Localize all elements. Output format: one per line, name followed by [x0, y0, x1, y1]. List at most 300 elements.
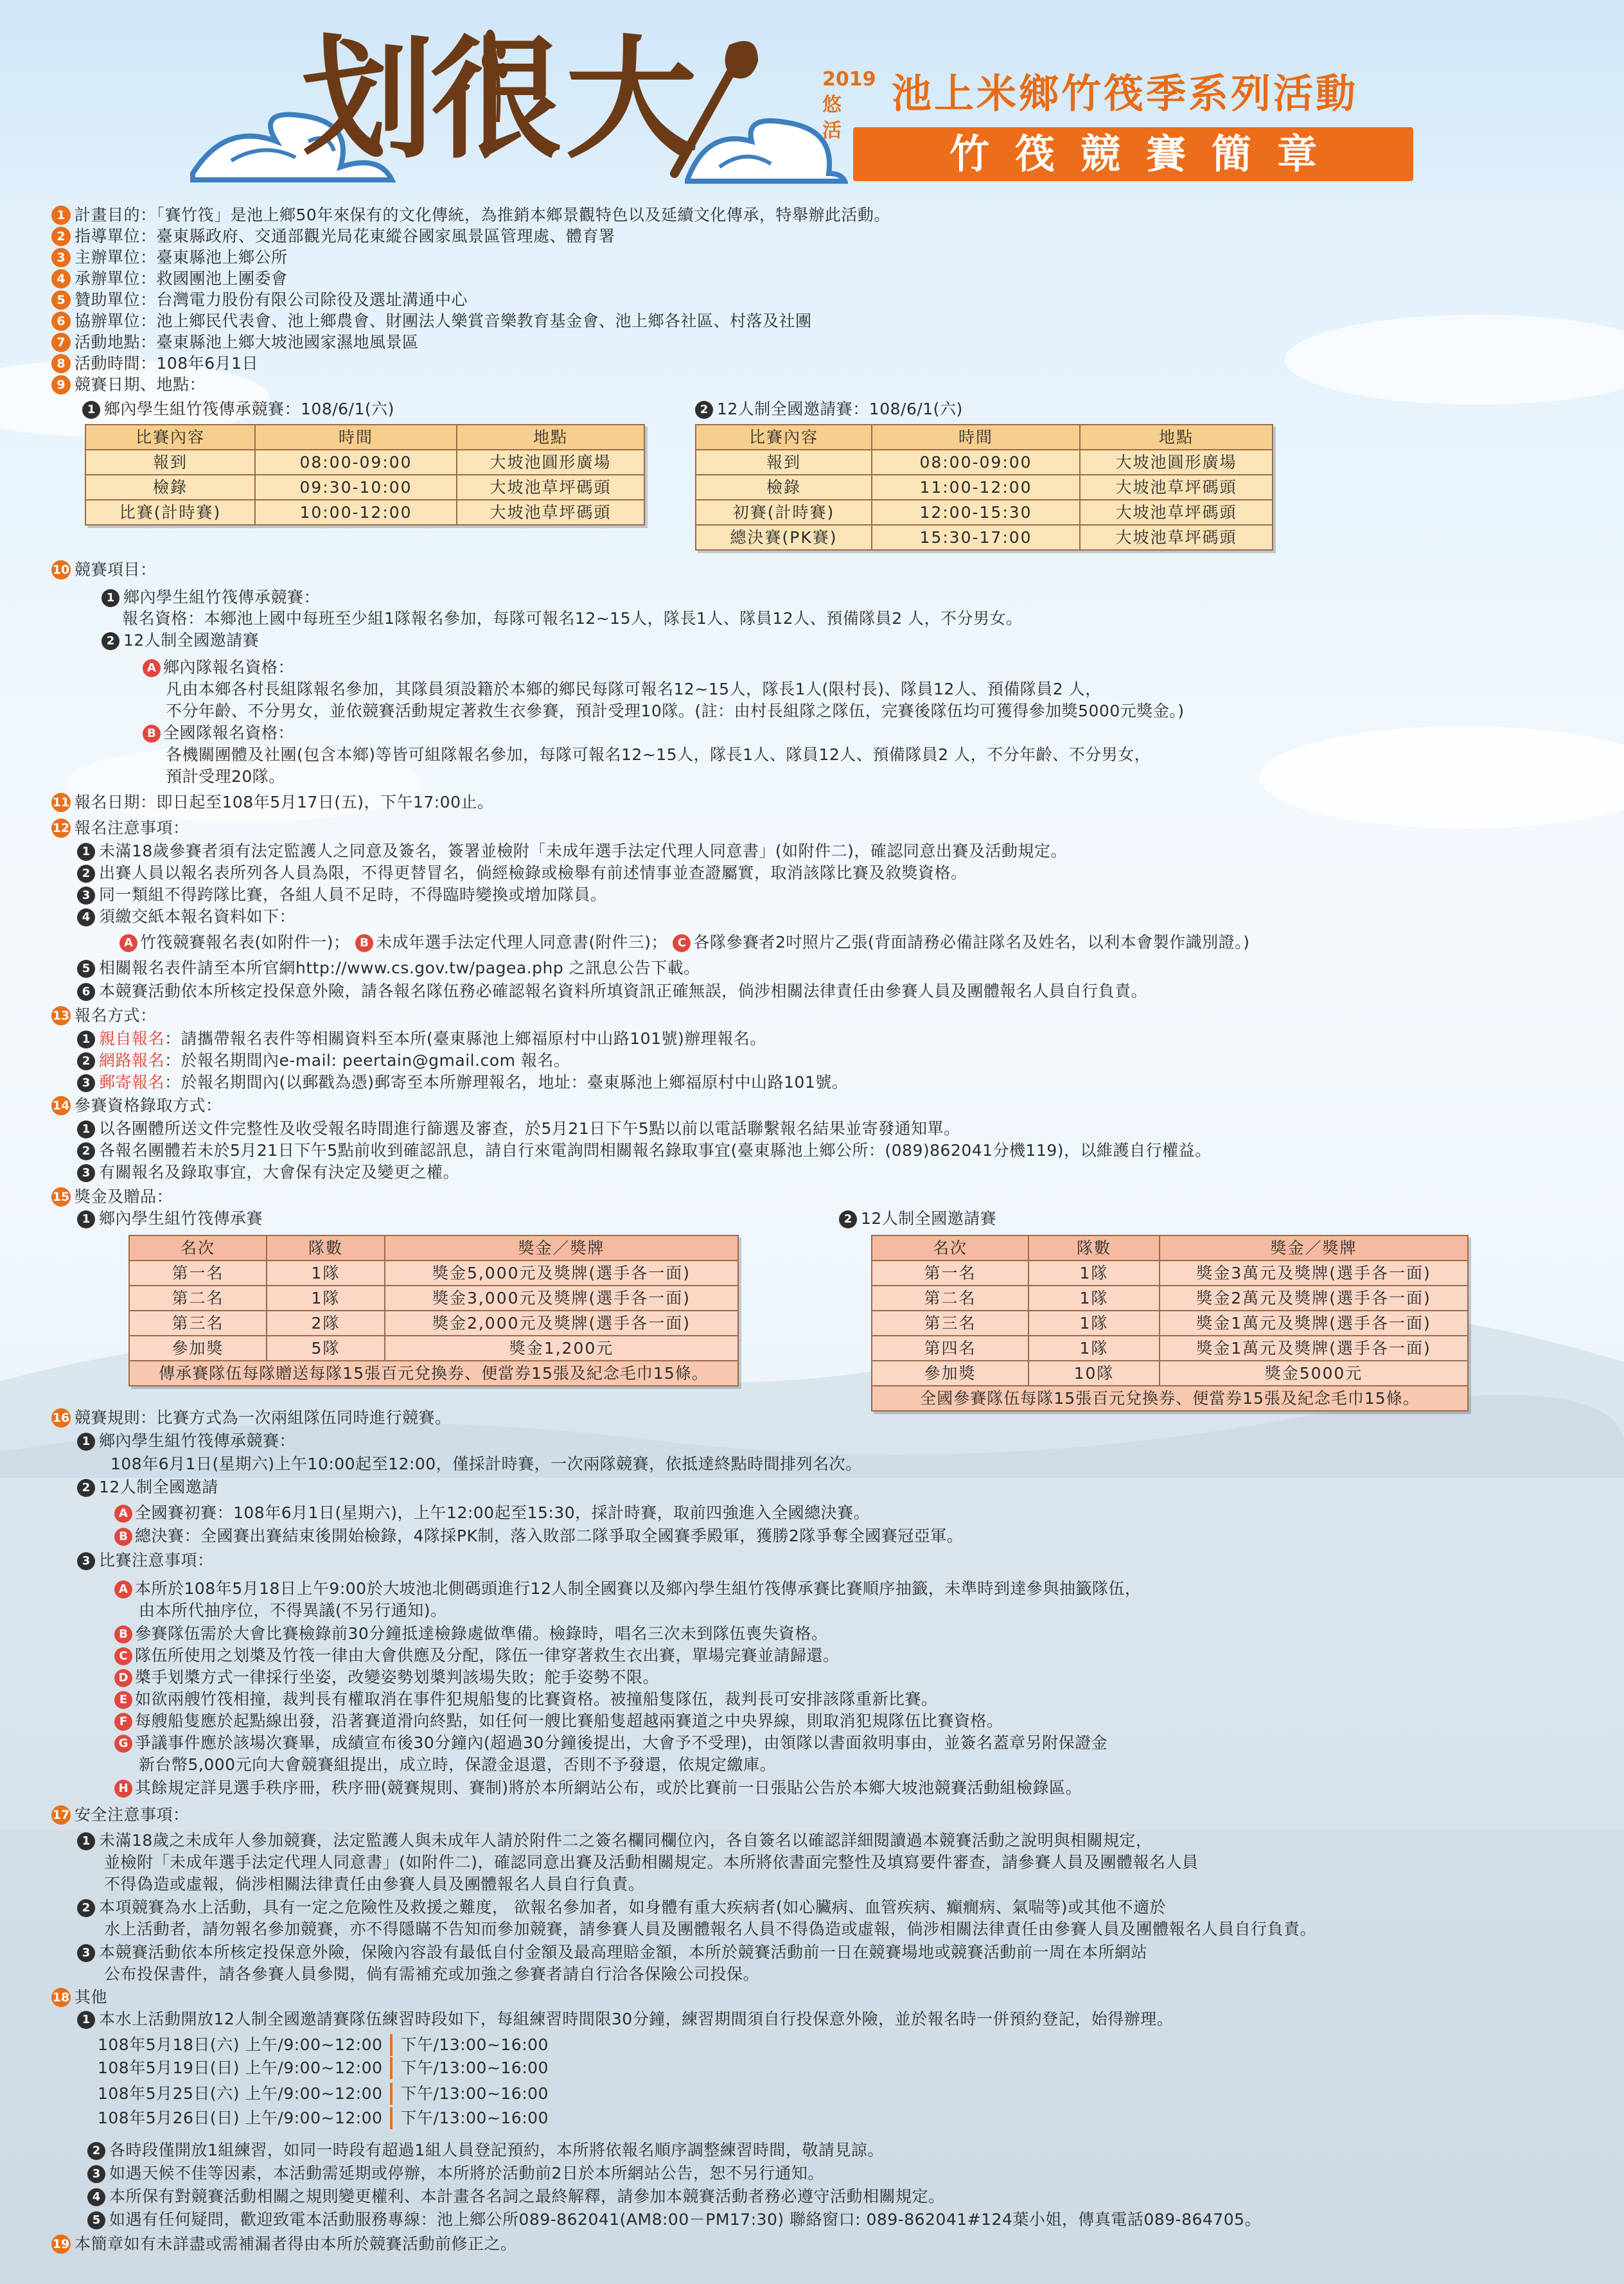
number-badge: 16: [51, 1408, 71, 1428]
table-cell: 獎金1萬元及獎牌(選手各一面): [1160, 1336, 1468, 1361]
practice-row: [98, 2107, 549, 2129]
item-1: [51, 204, 890, 226]
item-16-3-C: [114, 1645, 840, 1667]
schedule-table-right: [695, 424, 1273, 551]
item-text: 本所保有對競賽活動相關之規則變更權利、本計畫各名詞之最終解釋，請參加本競賽活動者務必遵守活動相關規定。: [109, 2187, 945, 2206]
item-16-2-title: [77, 1476, 218, 1498]
item-2: [51, 226, 615, 247]
item-text: 安全注意事項：: [75, 1805, 190, 1824]
sub-badge: 3: [77, 887, 95, 905]
letter-badge: C: [114, 1647, 132, 1665]
item-text: 未滿18歲之未成年人參加競賽，法定監護人與未成年人請於附件二之簽名欄同欄位內，各自簽名以確認詳細閱讀過本競賽活動之說明與相關規定，: [99, 1831, 1152, 1850]
table-footer: 全國參賽隊伍每隊15張百元兌換券、便當券15張及紀念毛巾15條。: [872, 1386, 1468, 1411]
item-text: 本水上活動開放12人制全國邀請賽隊伍練習時段如下，每組練習時間限30分鐘，練習期間須自行投保意外險，並於報名時一併預約登記，始得辦理。: [99, 2010, 1174, 2028]
item-text: 活動時間：108年6月1日: [75, 354, 259, 373]
sub-badge: 2: [77, 1899, 95, 1917]
letter-badge: G: [114, 1735, 132, 1753]
sub-badge: 4: [87, 2188, 105, 2206]
item-text: 指導單位：臺東縣政府、交通部觀光局花東縱谷國家風景區管理處、體育署: [75, 227, 615, 245]
table-cell: 報到: [696, 450, 872, 475]
sub-badge: 3: [87, 2165, 105, 2183]
practice-morning: 上午/9:00~12:00: [245, 2058, 383, 2077]
item-11: [51, 792, 494, 813]
item-18-1: [77, 2008, 1173, 2030]
sub-badge: 1: [77, 843, 95, 861]
table-row: [872, 1311, 1468, 1336]
item-18-2: [87, 2139, 884, 2161]
item-3: [51, 247, 288, 269]
table-cell: 第三名: [129, 1311, 267, 1336]
item-17-2b: 水上活動者，請勿報名參加競賽，亦不得隱瞞不告知而參加競賽，請參賽人員及團體報名人員不得偽造或虛報，倘涉相關法律責任由參賽人員及團體報名人員自行負責。: [104, 1920, 1317, 1938]
sub-badge: 1: [77, 2011, 95, 2029]
item-18: [51, 1987, 107, 2008]
letter-badge: A: [143, 659, 161, 677]
item-text: 主辦單位：臺東縣池上鄉公所: [75, 248, 288, 267]
method-label: 網路報名: [99, 1051, 165, 1070]
table-cell: 09:30-10:00: [255, 475, 457, 500]
table-row: [129, 1311, 738, 1336]
item-text: 出賽人員以報名表所列各人員為限，不得更替冒名，倘經檢錄或檢舉有前述情事並查證屬實，取消該隊比賽及敘獎資格。: [99, 863, 967, 882]
item-text: 各報名團體若未於5月21日下午5點前收到確認訊息，請自行來電詢問相關報名錄取事宜(臺東縣池上鄉公所：(089)862041分機119)，以維護自行權益。: [99, 1141, 1212, 1160]
table-cell: 1隊: [1028, 1261, 1160, 1286]
sub-badge: 2: [102, 632, 119, 650]
practice-morning: 上午/9:00~12:00: [245, 2084, 383, 2103]
item-16-3-F: [114, 1710, 1003, 1732]
item-17-1b: 並檢附「未成年選手法定代理人同意書」(如附件二)，確認同意出賽及活動相關規定。本所將依書面完整性及填寫要件審查，請參賽人員及團體報名人員: [104, 1853, 1199, 1872]
item-12: [51, 817, 190, 839]
practice-afternoon: 下午/13:00~16:00: [400, 2109, 549, 2127]
item-text: 同一類組不得跨隊比賽，各組人員不足時，不得臨時變換或增加隊員。: [99, 885, 607, 904]
item-16-3-A1: [114, 1578, 1141, 1600]
letter-badge: A: [114, 1505, 132, 1523]
series-tag: 悠活: [822, 94, 842, 142]
number-badge: 9: [51, 375, 71, 394]
item-12-6: [77, 980, 1147, 1002]
number-badge: 2: [51, 227, 71, 246]
item-16-3-A2: 由本所代抽序位，不得異議(不另行通知)。: [139, 1601, 447, 1620]
item-text: 未滿18歲參賽者須有法定監護人之同意及簽名，簽署並檢附「未成年選手法定代理人同意書」(如附件二)，確認同意出賽及活動規定。: [99, 842, 1067, 860]
item-12-4: [77, 906, 296, 928]
table-row: [85, 450, 644, 475]
schedule-left-title: [82, 398, 394, 420]
item-text: 以各團體所送文件完整性及收受報名時間進行篩選及審查，於5月21日下午5點以前以電話聯繫報名結果並寄發通知單。: [99, 1119, 960, 1138]
item-16-1-text: 108年6月1日(星期六)上午10:00起至12:00，僅採計時賽，一次兩隊競賽，依抵達終點時間排列名次。: [110, 1455, 862, 1473]
table-cell: 獎金2,000元及獎牌(選手各一面): [385, 1311, 738, 1336]
item-7: [51, 332, 419, 353]
item-text: 鄉內學生組竹筏傳承競賽：: [123, 588, 321, 606]
table-row: [129, 1261, 738, 1286]
item-17-1a: [77, 1830, 1152, 1852]
item-6: [51, 310, 812, 332]
letter-badge: E: [114, 1691, 132, 1709]
number-badge: 17: [51, 1805, 71, 1825]
item-text: 鄉內學生組竹筏傳承競賽：: [99, 1431, 296, 1450]
number-badge: 7: [51, 333, 71, 352]
item-10-A-line1: 凡由本鄉各村長組隊報名參加，其隊員須設籍於本鄉的鄉民每隊可報名12~15人，隊長1人(限村長)、隊員12人、預備隊員2 人，: [166, 680, 1102, 698]
item-text: 全國隊報名資格：: [163, 723, 295, 742]
item-16-3-G2: 新台幣5,000元向大會競賽組提出，成立時，保證金退還，否則不予發還，依規定繳庫。: [139, 1755, 777, 1774]
item-14: [51, 1095, 222, 1117]
table-row: [85, 475, 644, 500]
item-16-2-B: [114, 1525, 963, 1547]
practice-row: [98, 2057, 549, 2079]
title-char-3: 大: [565, 22, 694, 177]
item-10-B-title: [143, 722, 294, 744]
table-footer: 傳承賽隊伍每隊贈送每隊15張百元兌換券、便當券15張及紀念毛巾15條。: [129, 1361, 738, 1386]
item-text: 報名方式：: [75, 1006, 157, 1025]
letter-badge: H: [114, 1780, 132, 1798]
item-9: [51, 374, 206, 396]
divider: [390, 2057, 393, 2079]
item-16-3-B: [114, 1623, 827, 1645]
number-badge: 12: [51, 819, 71, 838]
item-text: ：於報名期間內e-mail: peertain@gmail.com 報名。: [164, 1051, 570, 1070]
table-cell: 大坡池草坪碼頭: [1080, 500, 1273, 525]
practice-date: 108年5月26日(日): [98, 2109, 240, 2127]
item-text: 贊助單位：台灣電力股份有限公司除役及選址溝通中心: [75, 290, 468, 309]
item-10: [51, 559, 157, 581]
col-header: 時間: [872, 425, 1080, 450]
col-header: 地點: [457, 425, 644, 450]
table-cell: 5隊: [267, 1336, 385, 1361]
letter-badge: B: [143, 725, 161, 743]
table-header-row: [129, 1235, 738, 1261]
item-text: 鄉內隊報名資格：: [163, 658, 295, 677]
item-text: 競賽項目：: [75, 560, 157, 579]
table-cell: 獎金1,200元: [385, 1336, 738, 1361]
col-header: 時間: [255, 425, 457, 450]
item-10-1-text: 報名資格：本鄉池上國中每班至少組1隊報名參加，每隊可報名12~15人，隊長1人、隊員12人、預備隊員2 人，不分男女。: [122, 609, 1023, 628]
schedule-right-title-text: 12人制全國邀請賽：108/6/1(六): [717, 400, 963, 418]
item-text: 其餘規定詳見選手秩序冊，秩序冊(競賽規則、賽制)將於本所網站公布，或於比賽前一日張貼公告於本鄉大坡池競賽活動組檢錄區。: [135, 1778, 1082, 1797]
item-text: 未成年選手法定代理人同意書(附件三)；: [375, 933, 667, 952]
item-text: 總決賽：全國賽出賽結束後開始檢錄，4隊採PK制，落入敗部二隊爭取全國賽季殿軍，獲勝2隊爭奪全國賽冠亞軍。: [135, 1527, 964, 1545]
item-text: 每艘船隻應於起點線出發，沿著賽道滑向終點，如任何一艘比賽船隻超越兩賽道之中央界線，則取消犯規隊伍比賽資格。: [135, 1712, 1003, 1730]
table-cell: 獎金1萬元及獎牌(選手各一面): [1160, 1311, 1468, 1336]
practice-row: [98, 2083, 549, 2105]
sub-badge: 1: [82, 401, 100, 419]
table-footer-row: [129, 1361, 738, 1386]
item-text: 本項競賽為水上活動，具有一定之危險性及救援之難度， 欲報名參加者，如身體有重大疾病者(如心臟病、血管疾病、癲癇病、氣喘等)或其他不適於: [99, 1898, 1166, 1917]
table-cell: 12:00-15:30: [872, 500, 1080, 525]
table-cell: 大坡池草坪碼頭: [457, 500, 644, 525]
table-cell: 1隊: [1028, 1336, 1160, 1361]
table-cell: 08:00-09:00: [255, 450, 457, 475]
item-16-3-E: [114, 1688, 938, 1710]
col-header: 名次: [129, 1235, 267, 1261]
item-text: 鄉內學生組竹筏傳承賽: [99, 1209, 263, 1228]
table-row: [696, 500, 1273, 525]
item-text: 比賽注意事項：: [99, 1551, 214, 1570]
letter-badge: A: [114, 1580, 132, 1598]
letter-badge: B: [114, 1625, 132, 1643]
table-cell: 2隊: [267, 1311, 385, 1336]
table-cell: 1隊: [267, 1261, 385, 1286]
item-text: ：請攜帶報名表件等相關資料至本所(臺東縣池上鄉福原村中山路101號)辦理報名。: [164, 1029, 766, 1048]
item-14-3: [77, 1162, 459, 1183]
item-text: 承辦單位：救國團池上團委會: [75, 269, 288, 288]
col-header: 獎金／獎牌: [385, 1235, 738, 1261]
schedule-table-left: [85, 424, 645, 526]
sub-badge: 1: [102, 589, 119, 607]
practice-date: 108年5月25日(六): [98, 2084, 240, 2103]
col-header: 隊數: [267, 1235, 385, 1261]
item-text: ：於報名期間內(以郵戳為憑)郵寄至本所辦理報名，地址：臺東縣池上鄉福原村中山路101號。: [164, 1073, 849, 1092]
schedule-right-title: [695, 398, 963, 420]
item-text: 槳手划槳方式一律採行坐姿，改變姿勢划槳判該場失敗；舵手姿勢不限。: [135, 1668, 660, 1686]
item-text: 本競賽活動依本所核定投保意外險，請各報名隊伍務必確認報名資料所填資訊正確無誤，倘涉相關法律責任由參賽人員及團體報名人員自行負責。: [99, 982, 1148, 1000]
title-banner: [853, 127, 1413, 181]
item-text: 報名日期：即日起至108年5月17日(五)，下午17:00止。: [75, 793, 494, 811]
prize-table-right: [871, 1235, 1469, 1412]
item-14-2: [77, 1140, 1212, 1162]
letter-badge: B: [355, 934, 373, 952]
banner-text: 竹筏競賽簡章: [949, 130, 1343, 177]
item-14-1: [77, 1118, 960, 1140]
table-row: [696, 475, 1273, 500]
item-text: 其他: [75, 1988, 108, 2006]
sub-badge: 1: [77, 1120, 95, 1138]
table-cell: 獎金5000元: [1160, 1361, 1468, 1386]
number-badge: 5: [51, 290, 71, 310]
col-header: 比賽內容: [696, 425, 872, 450]
sub-badge: 2: [695, 401, 713, 419]
table-cell: 第四名: [872, 1336, 1028, 1361]
item-16: [51, 1407, 452, 1429]
item-text: 如欲兩艘竹筏相撞，裁判長有權取消在事件犯規船隻的比賽資格。被撞船隻隊伍，裁判長可安排該隊重新比賽。: [135, 1690, 938, 1708]
col-header: 隊數: [1028, 1235, 1160, 1261]
item-18-5: [87, 2209, 1261, 2231]
item-text: 獎金及贈品：: [75, 1187, 173, 1206]
item-text: 相關報名表件請至本所官網http://www.cs.gov.tw/pagea.php 之訊息公告下載。: [99, 959, 700, 977]
table-cell: 1隊: [1028, 1286, 1160, 1311]
item-text: 參賽隊伍需於大會比賽檢錄前30分鐘抵達檢錄處做準備。檢錄時，唱名三次未到隊伍喪失資格。: [135, 1624, 828, 1643]
sub-badge: 4: [77, 908, 95, 926]
number-badge: 19: [51, 2235, 71, 2254]
item-text: 競賽規則：比賽方式為一次兩組隊伍同時進行競賽。: [75, 1408, 452, 1427]
letter-badge: D: [114, 1669, 132, 1687]
table-cell: 初賽(計時賽): [696, 500, 872, 525]
table-cell: 第一名: [129, 1261, 267, 1286]
item-12-2: [77, 862, 967, 884]
item-text: 本所於108年5月18日上午9:00於大坡池北側碼頭進行12人制全國賽以及鄉內學生組竹筏傳承賽比賽順序抽籤，未準時到達參與抽籤隊伍，: [135, 1579, 1142, 1598]
table-cell: 獎金3,000元及獎牌(選手各一面): [385, 1286, 738, 1311]
item-text: 各時段僅開放1組練習，如同一時段有超過1組人員登記預約，本所將依報名順序調整練習時間，敬請見諒。: [109, 2141, 884, 2159]
table-row: [129, 1286, 738, 1311]
sub-badge: 5: [77, 960, 95, 978]
table-header-row: [872, 1235, 1468, 1261]
item-13: [51, 1005, 157, 1027]
table-footer-row: [872, 1386, 1468, 1411]
table-cell: 第三名: [872, 1311, 1028, 1336]
sub-badge: 2: [77, 865, 95, 883]
practice-morning: 上午/9:00~12:00: [245, 2035, 383, 2054]
item-13-3: [77, 1072, 848, 1093]
method-label: 郵寄報名: [99, 1073, 165, 1092]
item-text: 12人制全國邀請賽: [123, 631, 260, 650]
table-cell: 大坡池草坪碼頭: [1080, 525, 1273, 550]
item-16-3-H: [114, 1777, 1082, 1799]
divider: [390, 2083, 393, 2105]
item-text: 爭議事件應於該場次賽畢，成績宣布後30分鐘內(超過30分鐘後提出，大會予不受理)，由領隊以書面敘明事由，並簽名蓋章另附保證金: [135, 1733, 1108, 1752]
number-badge: 1: [51, 206, 71, 225]
item-13-1: [77, 1028, 766, 1050]
table-row: [872, 1336, 1468, 1361]
item-text: 全國賽初賽：108年6月1日(星期六)，上午12:00起至15:30，採計時賽，取前四強進入全國總決賽。: [135, 1503, 870, 1522]
table-cell: 比賽(計時賽): [85, 500, 255, 525]
sub-badge: 2: [77, 1052, 95, 1070]
item-15: [51, 1186, 173, 1208]
item-10-B-line1: 各機關團體及社團(包含本鄉)等皆可組隊報名參加，每隊可報名12~15人，隊長1人、隊員12人、預備隊員2 人，不分年齡、不分男女，: [166, 745, 1151, 764]
number-badge: 8: [51, 354, 71, 373]
item-13-2: [77, 1050, 570, 1072]
item-text: 各隊參賽者2吋照片乙張(背面請務必備註隊名及姓名，以利本會製作識別證。): [693, 933, 1250, 952]
sub-badge: 3: [77, 1552, 95, 1570]
item-17-3b: 公布投保書件，請各參賽人員參閱，倘有需補充或加強之參賽者請自行洽各保險公司投保。: [104, 1965, 760, 1983]
sub-badge: 6: [77, 983, 95, 1001]
practice-afternoon: 下午/13:00~16:00: [400, 2035, 549, 2054]
table-header-row: [85, 425, 644, 450]
practice-date: 108年5月19日(日): [98, 2058, 240, 2077]
divider: [390, 2034, 393, 2056]
item-16-3-title: [77, 1550, 214, 1571]
table-cell: 大坡池草坪碼頭: [457, 475, 644, 500]
letter-badge: A: [119, 934, 137, 952]
table-cell: 報到: [85, 450, 255, 475]
table-row: [85, 500, 644, 525]
series-year: 2019: [822, 68, 876, 91]
item-text: 如遇天候不佳等因素，本活動需延期或停辦，本所將於活動前2日於本所網站公告，恕不另行通知。: [109, 2164, 824, 2182]
item-text: 須繳交紙本報名資料如下：: [99, 907, 296, 926]
table-cell: 獎金2萬元及獎牌(選手各一面): [1160, 1286, 1468, 1311]
table-cell: 第一名: [872, 1261, 1028, 1286]
prize-table-left: [128, 1235, 739, 1386]
item-text: 競賽日期、地點：: [75, 375, 206, 394]
sub-badge: 3: [77, 1164, 95, 1182]
table-cell: 08:00-09:00: [872, 450, 1080, 475]
item-17-2a: [77, 1897, 1166, 1918]
table-cell: 第二名: [129, 1286, 267, 1311]
item-text: 活動地點：臺東縣池上鄉大坡池國家濕地風景區: [75, 333, 419, 351]
table-cell: 15:30-17:00: [872, 525, 1080, 550]
practice-date: 108年5月18日(六): [98, 2035, 240, 2054]
table-cell: 大坡池圓形廣場: [1080, 450, 1273, 475]
sub-badge: 3: [77, 1074, 95, 1092]
table-cell: 11:00-12:00: [872, 475, 1080, 500]
number-badge: 13: [51, 1006, 71, 1025]
item-text: 協辦單位：池上鄉民代表會、池上鄉農會、財團法人樂賞音樂教育基金會、池上鄉各社區、村落及社團: [75, 312, 812, 330]
item-text: 12人制全國邀請賽: [861, 1209, 997, 1228]
practice-afternoon: 下午/13:00~16:00: [400, 2084, 549, 2103]
item-18-3: [87, 2163, 824, 2184]
item-16-3-D: [114, 1667, 659, 1688]
table-row: [872, 1286, 1468, 1311]
title-char-2: 很: [430, 22, 560, 177]
col-header: 名次: [872, 1235, 1028, 1261]
prize-left-title: [77, 1208, 263, 1230]
table-cell: 1隊: [267, 1286, 385, 1311]
sub-badge: 2: [87, 2142, 105, 2160]
table-cell: 獎金3萬元及獎牌(選手各一面): [1160, 1261, 1468, 1286]
sub-badge: 2: [839, 1210, 857, 1228]
col-header: 地點: [1080, 425, 1273, 450]
item-8: [51, 353, 258, 375]
item-16-1-title: [77, 1430, 296, 1452]
col-header: 比賽內容: [85, 425, 255, 450]
table-cell: 參加獎: [129, 1336, 267, 1361]
sub-badge: 3: [77, 1944, 95, 1962]
number-badge: 18: [51, 1988, 71, 2007]
table-row: [872, 1361, 1468, 1386]
sub-badge: 2: [77, 1142, 95, 1160]
sub-badge: 1: [77, 1210, 95, 1228]
item-10-1-title: [102, 587, 320, 608]
item-10-A-title: [143, 657, 294, 678]
item-text: 計畫目的：「賽竹筏」是池上鄉50年來保有的文化傳統，為推銷本鄉景觀特色以及延續文化傳承，特舉辦此活動。: [75, 206, 890, 224]
item-text: 如遇有任何疑問，歡迎致電本活動服務專線：池上鄉公所089-862041(AM8:00－PM17:30) 聯絡窗口: 089-862041#124葉小姐，傳真電話089-864705。: [109, 2210, 1262, 2229]
table-header-row: [696, 425, 1273, 450]
item-text: 報名注意事項：: [75, 819, 190, 837]
practice-afternoon: 下午/13:00~16:00: [400, 2058, 549, 2077]
series-title: 池上米鄉竹筏季系列活動: [892, 70, 1359, 117]
item-text: 本簡章如有未詳盡或需補漏者得由本所於競賽活動前修正之。: [75, 2235, 517, 2253]
item-16-2-A: [114, 1502, 870, 1524]
item-12-4-docs: [119, 932, 1249, 953]
number-badge: 10: [51, 560, 71, 580]
number-badge: 14: [51, 1096, 71, 1115]
item-12-5: [77, 957, 700, 979]
prize-right-title: [839, 1208, 996, 1230]
item-10-A-line2: 不分年齡、不分男女，並依競賽活動規定著救生衣參賽，預計受理10隊。(註：由村長組隊之隊伍，完賽後隊伍均可獲得參加獎5000元獎金。): [166, 702, 1185, 720]
table-cell: 10隊: [1028, 1361, 1160, 1386]
table-row: [872, 1261, 1468, 1286]
method-label: 親自報名: [99, 1029, 165, 1048]
item-5: [51, 289, 468, 311]
item-18-4: [87, 2186, 945, 2208]
sub-badge: 1: [77, 1031, 95, 1049]
table-cell: 檢錄: [696, 475, 872, 500]
practice-row: [98, 2034, 549, 2056]
sub-badge: 2: [77, 1479, 95, 1497]
table-cell: 獎金5,000元及獎牌(選手各一面): [385, 1261, 738, 1286]
item-17-1c: 不得偽造或虛報，倘涉相關法律責任由參賽人員及團體報名人員自行負責。: [104, 1875, 645, 1893]
sub-badge: 1: [77, 1433, 95, 1451]
item-text: 12人制全國邀請: [99, 1478, 218, 1496]
table-cell: 第二名: [872, 1286, 1028, 1311]
number-badge: 4: [51, 269, 71, 288]
item-10-2-title: [102, 630, 259, 651]
table-cell: 大坡池草坪碼頭: [1080, 475, 1273, 500]
table-cell: 1隊: [1028, 1311, 1160, 1336]
col-header: 獎金／獎牌: [1160, 1235, 1468, 1261]
item-12-3: [77, 884, 607, 906]
sub-badge: 5: [87, 2211, 105, 2229]
table-row: [129, 1336, 738, 1361]
item-text: 隊伍所使用之划槳及竹筏一律由大會供應及分配，隊伍一律穿著救生衣出賽，單場完賽並請歸還。: [135, 1646, 840, 1665]
sub-badge: 1: [77, 1832, 95, 1850]
title-char-1: 划: [302, 22, 431, 177]
letter-badge: C: [673, 934, 691, 952]
table-cell: 大坡池圓形廣場: [457, 450, 644, 475]
item-16-3-G1: [114, 1732, 1108, 1754]
table-cell: 參加獎: [872, 1361, 1028, 1386]
letter-badge: F: [114, 1713, 132, 1731]
item-text: 參賽資格錄取方式：: [75, 1096, 222, 1115]
item-17: [51, 1804, 190, 1826]
item-text: 有關報名及錄取事宜，大會保有決定及變更之權。: [99, 1163, 460, 1182]
item-10-B-line2: 預計受理20隊。: [166, 767, 285, 786]
item-17-3a: [77, 1942, 1147, 1963]
